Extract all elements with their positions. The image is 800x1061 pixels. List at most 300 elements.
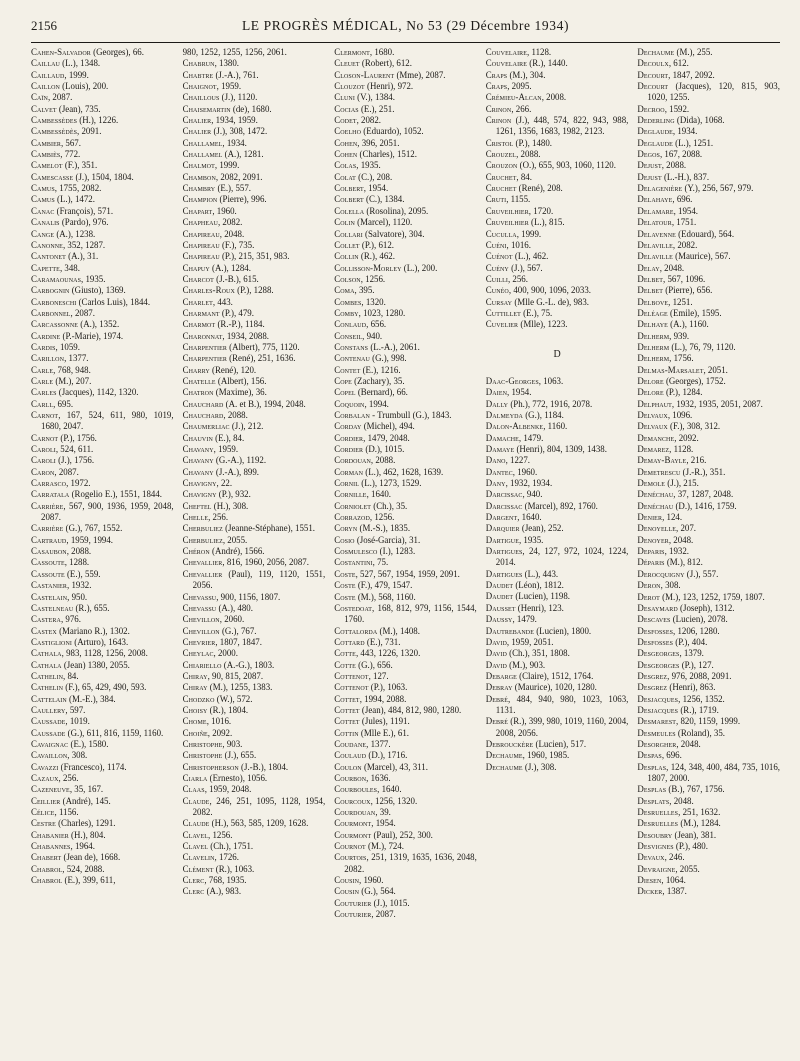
author-name: Cavaillon — [31, 750, 68, 761]
author-name: Cottard — [334, 636, 365, 647]
page-references: , 256. — [507, 273, 528, 284]
index-entry — [31, 523, 174, 534]
index-entry — [31, 671, 174, 682]
index-entry — [637, 694, 780, 705]
author-name: Chalmot — [182, 160, 215, 171]
index-entry — [486, 614, 629, 625]
index-entry — [31, 830, 174, 841]
page-references: , 2092. — [674, 432, 699, 443]
author-name: Devaux — [637, 852, 665, 863]
page-references: (Rosolina), 2095. — [364, 205, 429, 216]
author-name: Caroli — [31, 455, 56, 466]
author-name: Demay-Bayle — [637, 455, 687, 466]
author-name: Comby — [334, 307, 359, 318]
author-name: Cosio — [334, 534, 355, 545]
index-entry — [637, 149, 780, 160]
index-entry — [486, 512, 629, 523]
author-name: Delaville — [637, 251, 673, 262]
index-entry — [31, 399, 174, 410]
author-name: Cottet — [334, 716, 360, 727]
index-entry — [31, 614, 174, 625]
author-name: Damache — [485, 432, 519, 443]
page-references: , 1932. — [67, 580, 92, 591]
author-name: Challamel — [182, 137, 223, 148]
index-entry — [31, 331, 174, 342]
author-name: Cornil — [334, 478, 360, 489]
page-references: , 527, 567, 1954, 1959, 2091. — [355, 568, 460, 579]
author-name: Caussade — [31, 727, 66, 738]
author-name: Camescasse — [31, 171, 74, 182]
index-entry — [31, 444, 174, 455]
page-references: , 2088. — [223, 410, 248, 420]
page-references: (Ernesto), 1056. — [207, 773, 268, 783]
author-name: Dausset — [485, 602, 516, 613]
index-entry — [486, 285, 629, 296]
index-entry — [183, 194, 326, 205]
index-entry — [183, 750, 326, 761]
author-name: Chapuy — [182, 262, 210, 273]
page-references: , 903. — [222, 738, 243, 749]
page-references: , 37, 1287, 2048. — [673, 489, 734, 500]
page-references: (J.), 1120. — [219, 92, 258, 103]
page-references: (Emile), 1595. — [667, 307, 722, 318]
index-entry — [183, 365, 326, 376]
page-references: , 1387. — [662, 886, 687, 897]
page-references: (M.), 255. — [674, 47, 713, 57]
page-references: , 772. — [60, 149, 81, 160]
page-references: , 1999. — [64, 69, 89, 80]
author-name: Coulaud — [334, 750, 367, 761]
page-references: , 1960. — [212, 205, 237, 216]
author-name: Decourt — [637, 81, 669, 92]
author-name: Cassoute — [31, 557, 65, 568]
author-name: Deglaude — [637, 126, 673, 137]
page-references: (H.), 804. — [68, 829, 106, 840]
page-references: (Paul), 252, 300. — [371, 829, 433, 840]
author-name: Chelle — [182, 512, 209, 523]
section-letter: D — [553, 348, 561, 360]
index-entry — [637, 206, 780, 217]
author-name: Cruveilhier — [485, 205, 529, 216]
index-entry — [334, 376, 477, 387]
author-name: Choisy — [182, 704, 208, 715]
index-entry — [486, 251, 629, 262]
page-references: (M.), 903. — [506, 659, 546, 670]
index-entry — [31, 263, 174, 274]
page-references: (E.), 731. — [364, 636, 401, 647]
author-name: Colat — [334, 171, 356, 182]
author-name: Delaville — [637, 239, 673, 250]
author-name: Cottenot — [334, 670, 369, 681]
index-entry — [183, 841, 326, 852]
author-name: Delmas-Marsalet — [637, 364, 704, 375]
author-name: Caillon — [31, 81, 60, 92]
index-entry — [31, 58, 174, 69]
index-entry — [334, 603, 477, 626]
index-entry — [334, 81, 477, 92]
author-name: Delherm — [637, 353, 670, 364]
index-entry — [183, 660, 326, 671]
page-references: , 1807, 1847. — [215, 636, 262, 647]
author-name: Chaumerliac — [182, 421, 230, 432]
page-references: (C.), 208. — [355, 171, 393, 182]
index-entry — [637, 728, 780, 739]
index-entry — [334, 807, 477, 818]
author-name: Chavigny — [182, 478, 217, 489]
index-entry — [486, 591, 629, 602]
page-references: , 1592. — [664, 103, 690, 114]
index-entry — [183, 399, 326, 410]
index-entry — [486, 523, 629, 534]
index-entry — [183, 592, 326, 603]
page-references: (L.), 1251. — [672, 137, 714, 148]
author-name: Chome — [182, 716, 207, 727]
index-entry — [31, 546, 174, 557]
index-entry — [183, 886, 326, 897]
index-entry — [183, 489, 326, 500]
author-name: Courmont — [334, 829, 372, 840]
page-references: , 1999. — [516, 228, 542, 239]
author-name: Chiariello — [182, 659, 222, 670]
author-name: Daussy — [485, 614, 513, 625]
index-entry — [637, 762, 780, 785]
page-references: (J.), 567. — [508, 262, 543, 273]
page-references: (P.), 1288. — [234, 285, 274, 296]
page-references: , 2087. — [70, 307, 95, 318]
author-name: Darcissac — [485, 489, 523, 500]
page-references: , 75. — [372, 557, 389, 568]
author-name: Charry — [182, 364, 210, 375]
index-entry — [334, 648, 477, 659]
author-name: Déparis — [637, 557, 665, 568]
page-references: , 940. — [522, 489, 543, 500]
author-name: Camelot — [31, 160, 63, 171]
page-references: , 1934. — [672, 126, 698, 137]
author-name: Dany — [485, 478, 506, 489]
index-entry — [637, 353, 780, 364]
index-entry — [183, 160, 326, 171]
index-entry — [486, 206, 629, 217]
page-references: (Marcel), 43, 311. — [361, 761, 428, 772]
author-name: Champion — [182, 194, 218, 205]
author-name: Charpentier — [182, 341, 227, 352]
page-references: , 939. — [669, 330, 690, 341]
index-entry — [486, 455, 629, 466]
index-entry — [31, 172, 174, 183]
author-name: Conseil — [334, 330, 363, 341]
index-entry — [486, 70, 629, 81]
page-references: (Jean) 1380, 2055. — [61, 659, 130, 670]
author-name: Caullery — [31, 704, 66, 715]
page-references: , 168, 812, 979, 1156, 1544, 1760. — [344, 602, 477, 625]
page-references: (Henri), 972. — [364, 81, 414, 92]
author-name: Decourt — [637, 69, 669, 80]
author-name: Cattelain — [31, 693, 67, 704]
page-references: , 696. — [661, 750, 682, 761]
index-entry — [637, 172, 780, 183]
author-name: Cathelin — [31, 670, 64, 681]
index-entry — [334, 263, 477, 274]
author-name: Denéchau — [637, 500, 674, 511]
author-name: Courdouan — [334, 807, 376, 818]
author-name: Delbet — [637, 285, 664, 296]
page-references: , 1756. — [669, 353, 694, 364]
page-references: (A.), 31. — [65, 251, 99, 262]
index-entry — [637, 433, 780, 444]
author-name: Cournot — [334, 841, 366, 852]
author-name: Derot — [637, 591, 660, 602]
index-entry — [31, 70, 174, 81]
page-references: (Eduardo), 1052. — [361, 126, 424, 137]
author-name: Charpentier — [182, 353, 227, 364]
index-entry — [183, 149, 326, 160]
author-name: Chavany — [182, 444, 214, 455]
author-name: Deparis — [637, 546, 665, 557]
index-entry — [334, 637, 477, 648]
page-references: (Lucien), 517. — [533, 738, 587, 749]
page-references: (J.-A.), 899. — [213, 466, 260, 477]
index-entry — [183, 739, 326, 750]
index-entry — [334, 353, 477, 364]
index-entry — [334, 160, 477, 171]
author-name: Couturier — [334, 909, 372, 920]
index-entry — [183, 603, 326, 614]
index-entry — [637, 637, 780, 648]
page-references: , 2092. — [207, 727, 233, 738]
author-name: Cuény — [485, 262, 509, 273]
page-references: , 216. — [686, 455, 707, 466]
page-references: (G.-A.), 1192. — [213, 455, 267, 466]
index-entry — [183, 694, 326, 705]
author-name: Chodzko — [182, 693, 215, 704]
author-name: Cunéo — [485, 285, 509, 296]
index-entry — [334, 728, 477, 739]
author-name: Camus — [31, 194, 55, 205]
index-entry — [183, 455, 326, 466]
index-entry — [183, 240, 326, 251]
author-name: Chatron — [182, 387, 214, 398]
author-name: Delhaye — [637, 319, 668, 330]
page-references: (Georges), 1752. — [663, 375, 726, 386]
author-name: Desruelles — [637, 818, 679, 829]
author-name: Carillon — [31, 353, 65, 364]
index-entry — [486, 682, 629, 693]
page-references: (Salvatore), 304. — [362, 228, 425, 239]
page-references: , 124, 348, 400, 484, 735, 1016, 1807, 2000. — [647, 761, 780, 783]
index-entry — [486, 637, 629, 648]
page-references: (F.), 735. — [219, 239, 255, 250]
page-references: (H.), 563, 585, 1209, 1628. — [209, 818, 309, 829]
page-references: (G.), 998. — [369, 353, 407, 364]
page-references: (B.), 767, 1756. — [666, 784, 725, 795]
index-entry — [31, 716, 174, 727]
index-entry — [486, 240, 629, 251]
page-references: (Joseph), 1312. — [677, 602, 735, 613]
author-name: Delbet — [637, 273, 664, 284]
index-entry — [637, 739, 780, 750]
page-references: (R.-P.), 1184. — [215, 319, 265, 330]
page-references: (Jules), 1191. — [359, 716, 410, 727]
author-name: Cosmulesco — [334, 546, 378, 557]
index-entry — [637, 660, 780, 671]
page-references: , 1932, 1935, 2051, 2087. — [671, 398, 763, 409]
index-entry — [637, 569, 780, 580]
page-references: , 1227. — [505, 455, 530, 466]
author-name: Cuilli — [485, 273, 508, 284]
index-entry — [637, 274, 780, 285]
author-name: Desruelles — [637, 807, 679, 818]
index-entry — [183, 138, 326, 149]
index-entry — [334, 342, 477, 353]
author-name: Crinon — [485, 103, 512, 114]
index-entry — [31, 875, 174, 886]
index-entry — [183, 557, 326, 568]
index-entry — [334, 750, 477, 761]
author-name: Desvignes — [637, 841, 674, 852]
page-references: , 1959. — [216, 81, 242, 92]
index-entry — [334, 898, 477, 909]
page-references: (F.), 479, 1547. — [355, 580, 413, 591]
page-references: (Michel), 494. — [361, 421, 415, 432]
page-references: (A.), 1281. — [222, 149, 264, 160]
page-references: (Jeanne-Stéphane), 1551. — [222, 523, 316, 534]
author-name: Decroo — [637, 103, 665, 114]
author-name: Cantonet — [31, 251, 66, 262]
page-references: , 2087. — [54, 466, 79, 477]
author-name: Desgeorges — [637, 648, 680, 659]
index-entry — [637, 331, 780, 342]
page-references: , 1377. — [64, 353, 89, 364]
index-entry — [637, 467, 780, 478]
index-entry — [31, 796, 174, 807]
page-references: , 2008. — [541, 92, 567, 103]
author-name: Canonne — [31, 239, 63, 250]
page-references: (R.), 1804. — [207, 704, 249, 715]
index-entry — [486, 149, 629, 160]
author-name: Cotte — [334, 648, 356, 659]
page-references: , 84. — [63, 670, 79, 681]
index-entry — [31, 160, 174, 171]
index-entry — [183, 92, 326, 103]
author-name: Charonnat — [182, 330, 223, 341]
page-references: (J.), 1504, 1804. — [73, 171, 134, 182]
author-name: Camus — [31, 183, 55, 194]
author-name: Clément — [182, 863, 214, 874]
author-name: Delahaye — [637, 194, 673, 205]
author-name: Cordier — [334, 432, 364, 443]
page-references: , 1059. — [55, 341, 80, 352]
page-references: , 1751. — [671, 217, 697, 228]
page-references: , 900, 1156, 1807. — [216, 591, 281, 602]
index-entry — [334, 138, 477, 149]
index-entry — [637, 580, 780, 591]
page-references: , 1972. — [66, 478, 91, 489]
page-references: (L.), 200. — [401, 262, 438, 273]
index-entry — [486, 421, 629, 432]
index-entry — [637, 421, 780, 432]
index-entry — [183, 47, 326, 58]
author-name: Chevallier — [182, 568, 223, 579]
page-references: (Pierre), 996. — [217, 194, 267, 205]
index-entry — [486, 626, 629, 637]
author-name: Cornille — [334, 489, 367, 500]
page-references: (H.), 1226. — [77, 115, 119, 126]
page-references: , 1256, 1352. — [678, 693, 725, 704]
author-name: Casaubon — [31, 546, 67, 557]
index-entry — [334, 830, 477, 841]
author-name: Denier — [637, 512, 663, 523]
index-entry — [334, 251, 477, 262]
author-name: Daudet — [485, 580, 514, 591]
author-name: David — [485, 659, 507, 670]
page-references: (Ch.), 351, 1808. — [506, 648, 570, 659]
index-entry — [637, 410, 780, 421]
index-entry — [31, 376, 174, 387]
index-entry — [637, 387, 780, 398]
author-name: Chapireau — [182, 239, 220, 250]
author-name: Debré — [485, 716, 509, 727]
page-references: (Louis), 200. — [59, 81, 109, 92]
index-entry — [334, 705, 477, 716]
page-references: (Ch.), 35. — [371, 500, 408, 511]
index-entry — [637, 716, 780, 727]
index-entry — [486, 489, 629, 500]
page-references: (E.), 84. — [212, 432, 245, 443]
page-references: , 1379. — [679, 648, 704, 659]
page-references: (Mariano R.), 1302. — [56, 625, 130, 636]
index-entry — [486, 376, 629, 387]
author-name: Cottet — [334, 704, 360, 715]
page-references: , 2048. — [659, 262, 685, 273]
index-entry — [486, 694, 629, 717]
index-entry — [183, 512, 326, 523]
page-references: (J.-B.), 1804. — [238, 761, 289, 772]
author-name: Chevassu — [182, 602, 217, 613]
index-entry — [334, 535, 477, 546]
page-references: , 567, 1096. — [663, 273, 706, 284]
author-name: Daudet — [485, 591, 514, 602]
page-references: , 597. — [65, 704, 86, 715]
index-entry — [31, 557, 174, 568]
index-entry — [486, 716, 629, 739]
author-name: Codet — [334, 115, 357, 126]
index-column-1 — [31, 47, 174, 920]
author-name: Desjacques — [637, 693, 679, 704]
index-entry — [637, 557, 780, 568]
page-references: (F.), 308, 312. — [667, 421, 721, 432]
author-name: Delamare — [637, 205, 674, 216]
author-name: Cherbuliez — [182, 534, 223, 545]
index-entry — [31, 217, 174, 228]
page-references: (L.), 462. — [512, 251, 549, 262]
page-references: , 695. — [53, 398, 74, 409]
index-entry — [637, 240, 780, 251]
index-entry — [334, 115, 477, 126]
author-name: Caramaounas — [31, 273, 82, 284]
author-name: Desoubry — [637, 829, 673, 840]
index-entry — [183, 172, 326, 183]
author-name: Carll — [31, 398, 54, 409]
author-name: Cristol — [485, 137, 514, 148]
author-name: Chaisemartin — [182, 103, 231, 114]
index-entry — [637, 614, 780, 625]
index-entry — [183, 523, 326, 534]
page-references: , 348. — [59, 262, 80, 273]
author-name: Cleuet — [334, 58, 360, 69]
page-references: , 1016. — [506, 239, 531, 250]
author-name: Charlet — [182, 296, 213, 307]
page-references: , 1640. — [517, 512, 542, 523]
